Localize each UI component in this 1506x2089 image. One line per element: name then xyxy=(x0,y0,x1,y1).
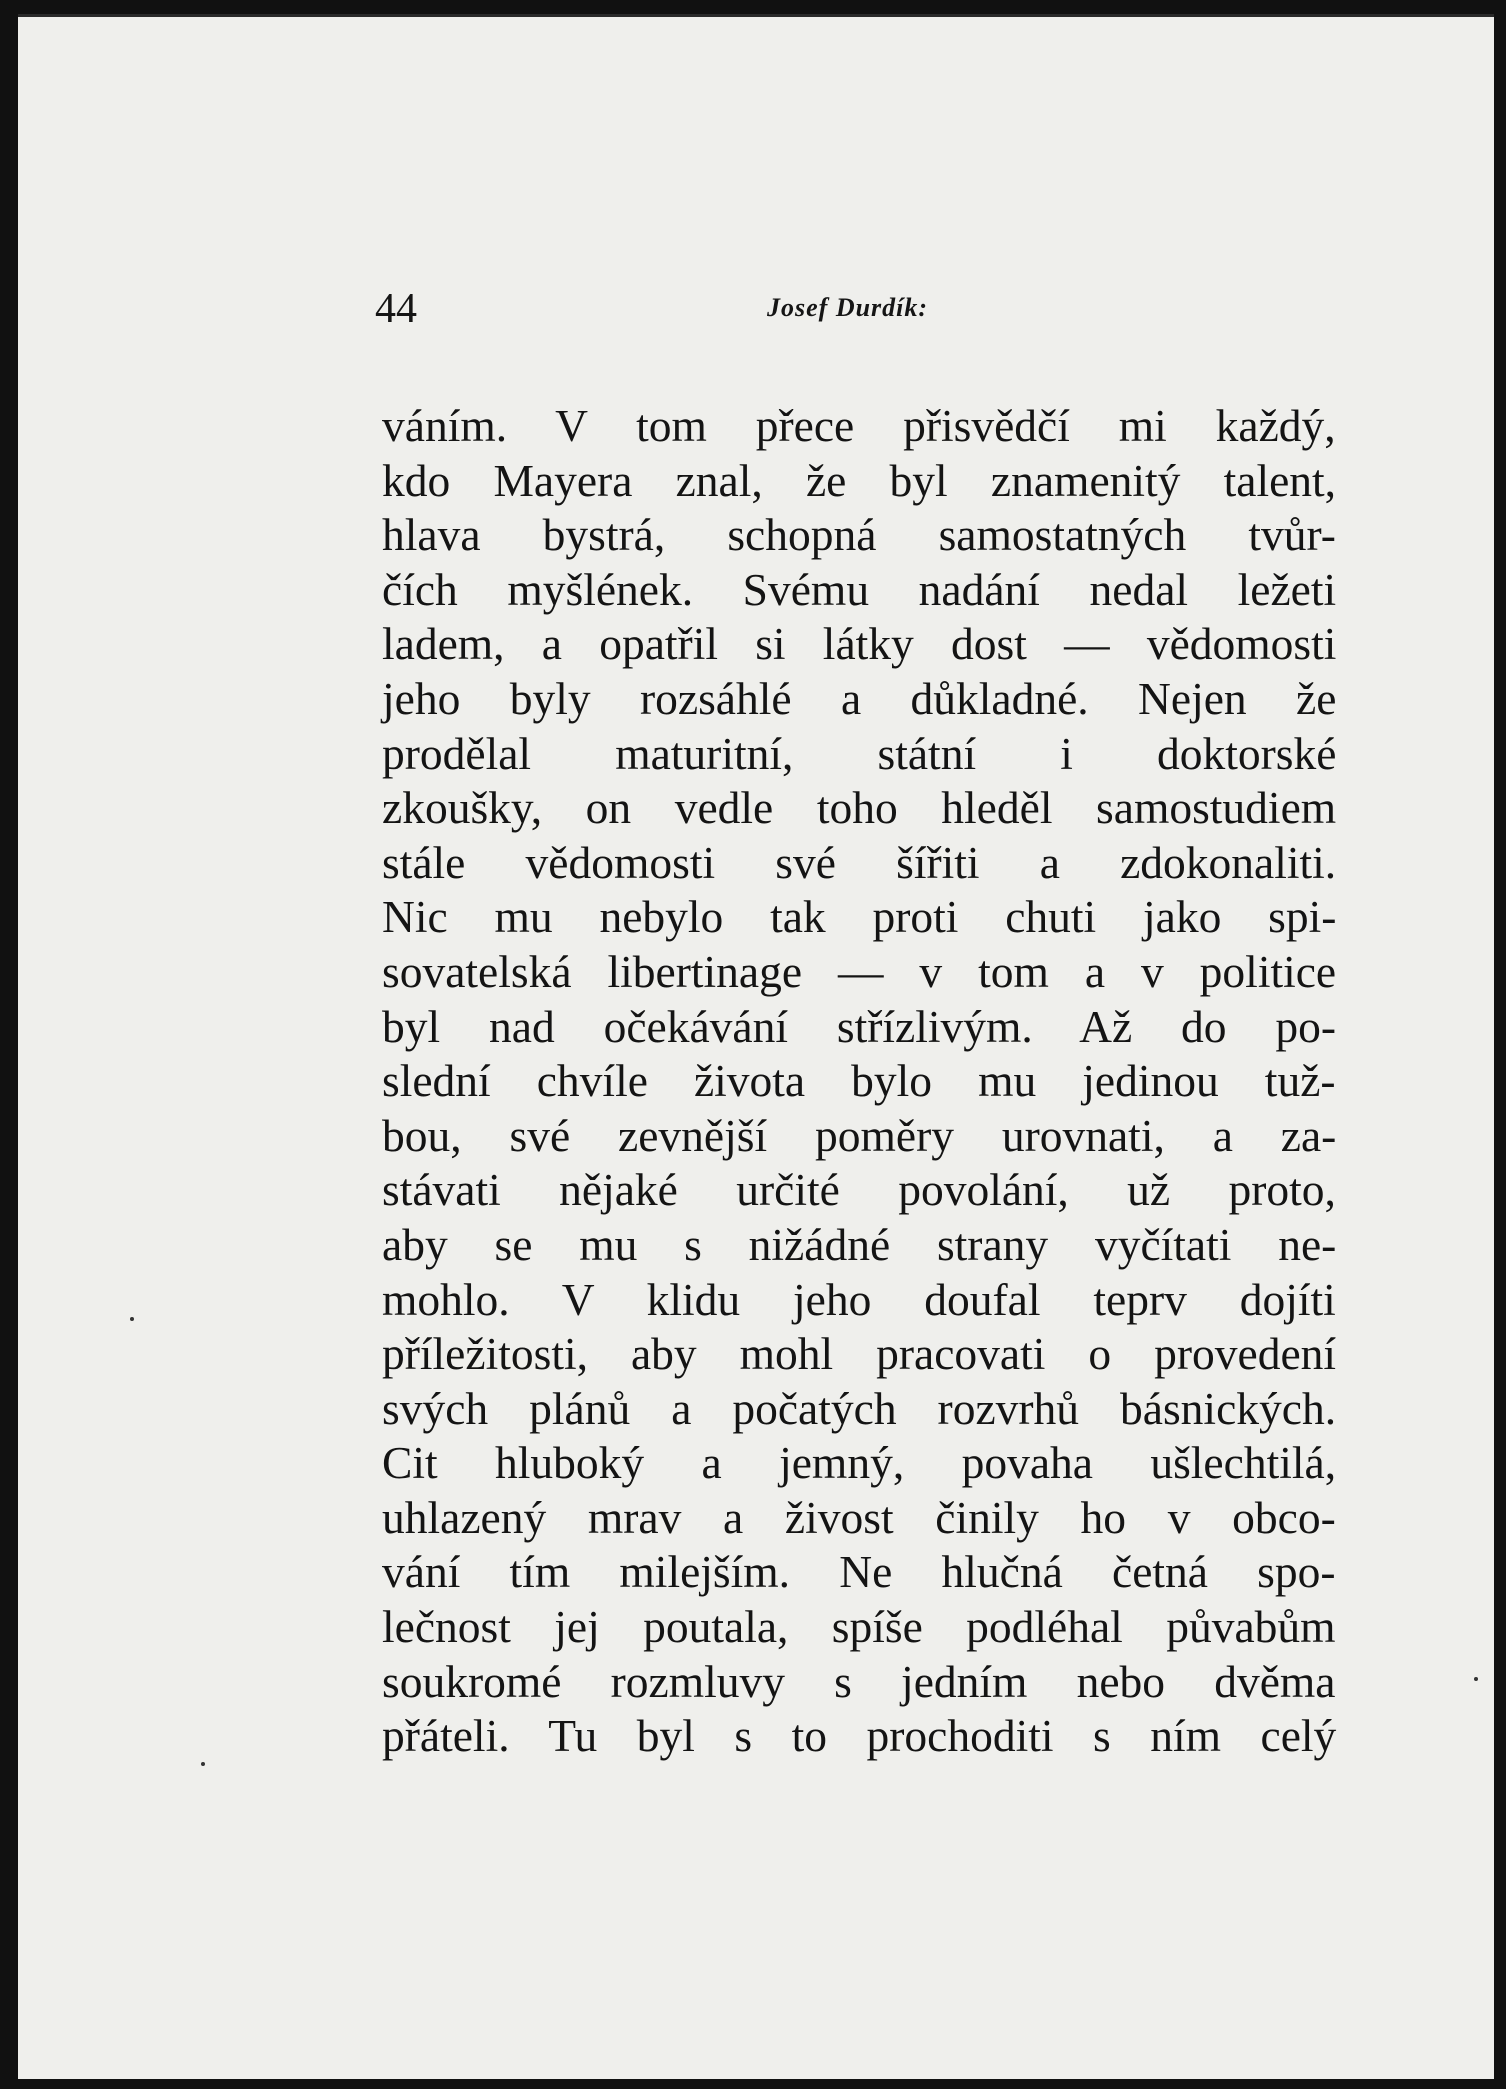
text-line: hlava bystrá, schopná samostatných tvůr- xyxy=(382,509,1336,561)
text-line: ladem, a opatřil si látky dost — vědomosti xyxy=(382,618,1337,670)
page-number: 44 xyxy=(375,286,417,332)
text-line: stále vědomosti své šířiti a zdokonaliti. xyxy=(382,836,1337,888)
text-line: kdo Mayera znal, že byl znamenitý talent, xyxy=(382,454,1337,506)
text-line: vání tím milejším. Ne hlučná četná spo- xyxy=(382,1546,1336,1598)
text-line: mohlo. V klidu jeho doufal teprv dojíti xyxy=(382,1273,1336,1325)
scan-speck xyxy=(201,1762,205,1766)
text-line: soukromé rozmluvy s jedním nebo dvěma xyxy=(382,1655,1336,1707)
text-line: Cit hluboký a jemný, povaha ušlechtilá, xyxy=(382,1437,1337,1489)
text-line: příležitosti, aby mohl pracovati o provedení xyxy=(382,1328,1337,1380)
text-line: čích myšlének. Svému nadání nedal ležeti xyxy=(382,563,1337,615)
text-line: prodělal maturitní, státní i doktorské xyxy=(382,727,1337,779)
text-line: jeho byly rozsáhlé a důkladné. Nejen že xyxy=(382,672,1337,724)
text-line: stávati nějaké určité povolání, už proto, xyxy=(382,1164,1336,1216)
text-line: váním. V tom přece přisvědčí mi každý, xyxy=(382,400,1336,451)
text-line: sovatelská libertinage — v tom a v politice xyxy=(382,945,1337,997)
body-text xyxy=(382,399,1336,1764)
text-line: Nic mu nebylo tak proti chuti jako spi- xyxy=(382,891,1337,943)
text-line: byl nad očekávání střízlivým. Až do po- xyxy=(382,1000,1337,1052)
running-head: Josef Durdík: xyxy=(767,293,929,322)
page-header xyxy=(375,279,1333,339)
scan-speck xyxy=(130,1317,134,1321)
text-line: uhlazený mrav a živost činily ho v obco- xyxy=(382,1491,1336,1543)
text-line: přáteli. Tu byl s to prochoditi s ním celý xyxy=(382,1710,1337,1762)
book-page xyxy=(18,14,1494,2079)
text-line: lečnost jej poutala, spíše podléhal půvabům xyxy=(382,1601,1336,1653)
text-line: bou, své zevnější poměry urovnati, a za- xyxy=(382,1109,1337,1161)
text-line: svých plánů a počatých rozvrhů básnických. xyxy=(382,1382,1337,1434)
scan-speck xyxy=(1474,1677,1478,1681)
text-line: aby se mu s nižádné strany vyčítati ne- xyxy=(382,1218,1337,1270)
text-line: zkoušky, on vedle toho hleděl samostudiem xyxy=(382,782,1337,834)
text-line: slední chvíle života bylo mu jedinou tuž- xyxy=(382,1055,1336,1107)
